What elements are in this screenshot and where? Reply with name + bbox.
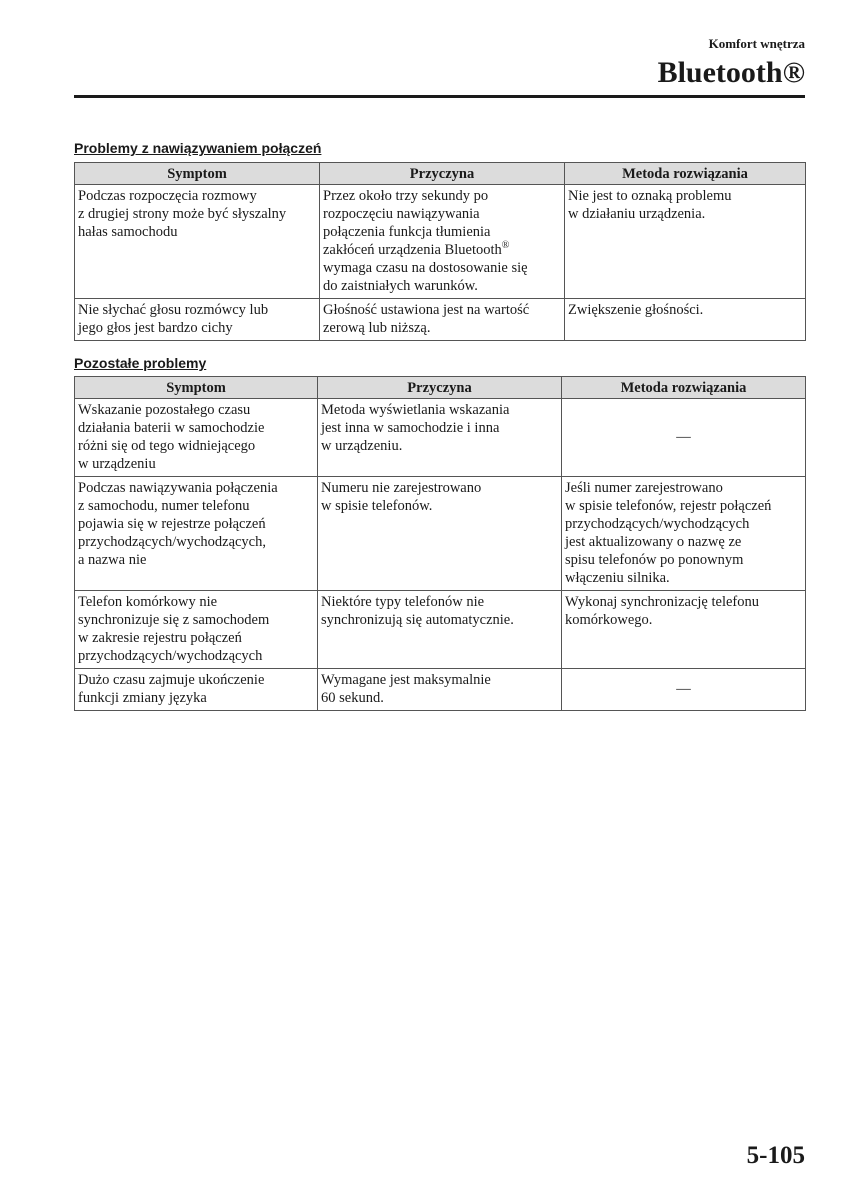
table-row (75, 299, 806, 341)
table-row (75, 669, 806, 711)
solution-cell: — (562, 669, 806, 711)
table-row (75, 185, 806, 299)
solution-cell: Jeśli numer zarejestrowano w spisie telefonów, rejestr połączeń przychodzących/wychodzących jest aktualizowany o nazwę ze spisu telefonów po ponownym włączeniu silnika. (562, 477, 806, 591)
header-divider (74, 95, 805, 98)
table-2-heading: Pozostałe problemy (74, 355, 207, 371)
solution-cell: Wykonaj synchronizację telefonu komórkowego. (562, 591, 806, 669)
table-row (75, 477, 806, 591)
symptom-cell: Dużo czasu zajmuje ukończenie funkcji zmiany języka (75, 669, 318, 711)
column-header-cause: Przyczyna (320, 163, 565, 185)
solution-cell: Zwiększenie głośności. (565, 299, 806, 341)
column-header-solution: Metoda rozwiązania (562, 377, 806, 399)
cause-cell: Numeru nie zarejestrowano w spisie telefonów. (318, 477, 562, 591)
table-row (75, 399, 806, 477)
column-header-symptom: Symptom (75, 377, 318, 399)
solution-cell: — (562, 399, 806, 477)
column-header-cause: Przyczyna (318, 377, 562, 399)
table-row (75, 591, 806, 669)
column-header-symptom: Symptom (75, 163, 320, 185)
page-number: 5-105 (746, 1142, 805, 1169)
cause-cell: Metoda wyświetlania wskazania jest inna w samochodzie i inna w urządzeniu. (318, 399, 562, 477)
symptom-cell: Wskazanie pozostałego czasu działania baterii w samochodzie różni się od tego widniejącego w urządzeniu (75, 399, 318, 477)
symptom-cell: Nie słychać głosu rozmówcy lub jego głos jest bardzo cichy (75, 299, 320, 341)
solution-cell: Nie jest to oznaką problemu w działaniu urządzenia. (565, 185, 806, 299)
page-title: Bluetooth® (657, 56, 805, 89)
cause-cell: Niektóre typy telefonów nie synchronizują się automatycznie. (318, 591, 562, 669)
table-header-row (75, 377, 806, 399)
table-header-row (75, 163, 806, 185)
symptom-cell: Podczas rozpoczęcia rozmowy z drugiej strony może być słyszalny hałas samochodu (75, 185, 320, 299)
cause-cell: Wymagane jest maksymalnie 60 sekund. (318, 669, 562, 711)
symptom-cell: Podczas nawiązywania połączenia z samochodu, numer telefonu pojawia się w rejestrze połączeń przychodzących/wychodzących, a nazwa nie (75, 477, 318, 591)
section-title: Komfort wnętrza (708, 36, 805, 51)
cause-cell: Przez około trzy sekundy po rozpoczęciu nawiązywania połączenia funkcja tłumienia zakłóceń urządzenia Bluetooth® wymaga czasu na dostosowanie się do zaistniałych warunków. (320, 185, 565, 299)
symptom-cell: Telefon komórkowy nie synchronizuje się z samochodem w zakresie rejestru połączeń przychodzących/wychodzących (75, 591, 318, 669)
cause-cell: Głośność ustawiona jest na wartość zerową lub niższą. (320, 299, 565, 341)
table-other-problems (74, 376, 806, 711)
table-connection-problems (74, 162, 806, 341)
table-1-heading: Problemy z nawiązywaniem połączeń (74, 140, 322, 156)
column-header-solution: Metoda rozwiązania (565, 163, 806, 185)
